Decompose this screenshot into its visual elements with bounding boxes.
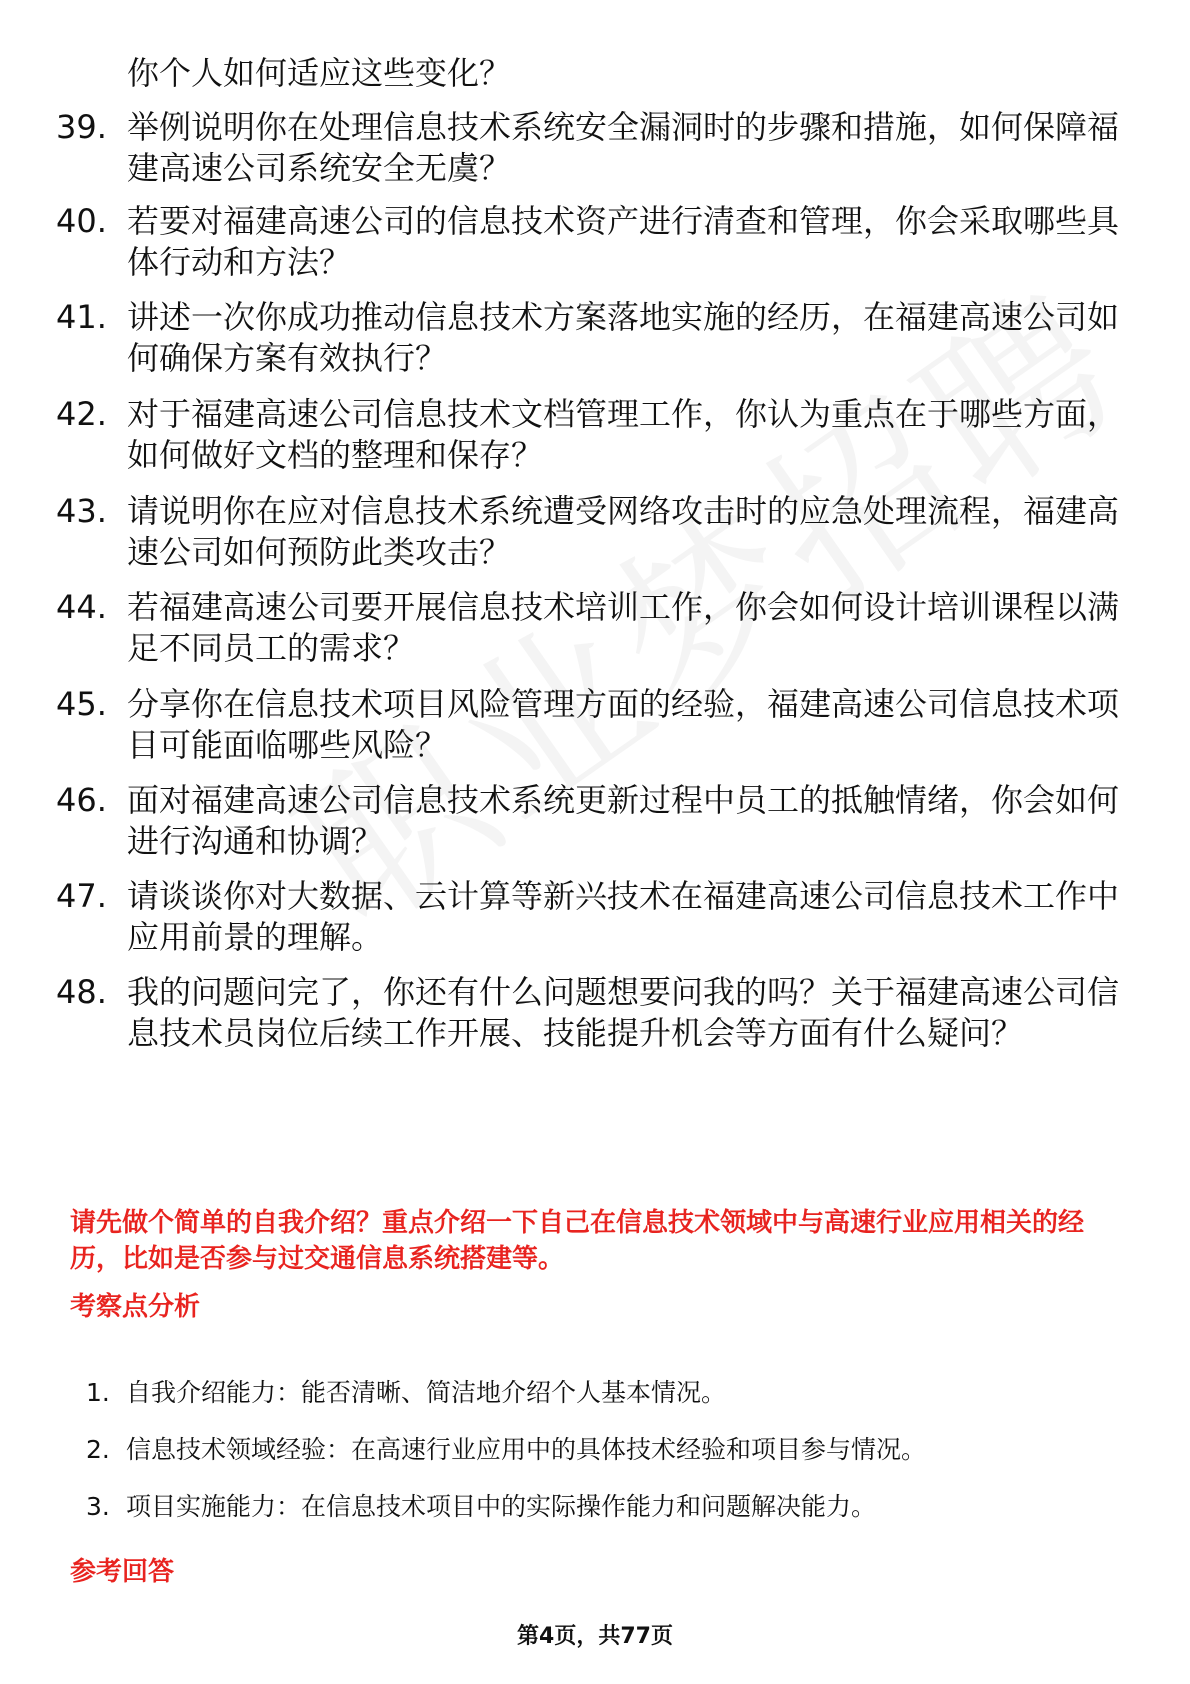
question-number: 44. (56, 588, 107, 626)
question-text: 若福建高速公司要开展信息技术培训工作，你会如何设计培训课程以满足不同员工的需求？ (127, 588, 1120, 667)
question-number: 43. (56, 492, 107, 530)
question-number: 48. (56, 973, 107, 1011)
question-number: 42. (56, 395, 107, 433)
analysis-number: 1. (86, 1378, 110, 1407)
analysis-text: 自我介绍能力：能否清晰、简洁地介绍个人基本情况。 (126, 1378, 727, 1407)
question-text: 若要对福建高速公司的信息技术资产进行清查和管理，你会采取哪些具体行动和方法？ (127, 202, 1120, 281)
question-text: 分享你在信息技术项目风险管理方面的经验，福建高速公司信息技术项目可能面临哪些风险？ (127, 685, 1120, 764)
question-text: 我的问题问完了，你还有什么问题想要问我的吗？关于福建高速公司信息技术员岗位后续工作开展、技能提升机会等方面有什么疑问？ (127, 973, 1120, 1052)
question-text: 请谈谈你对大数据、云计算等新兴技术在福建高速公司信息技术工作中应用前景的理解。 (127, 877, 1120, 956)
question-number: 41. (56, 298, 107, 336)
question-text: 面对福建高速公司信息技术系统更新过程中员工的抵触情绪，你会如何进行沟通和协调？ (127, 781, 1120, 860)
analysis-text: 信息技术领域经验：在高速行业应用中的具体技术经验和项目参与情况。 (126, 1435, 927, 1464)
question-number: 47. (56, 877, 107, 915)
intro-question: 请先做个简单的自我介绍？重点介绍一下自己在信息技术领域中与高速行业应用相关的经历，比如是否参与过交通信息系统搭建等。 (70, 1208, 1085, 1274)
question-number: 46. (56, 781, 107, 819)
question-continuation: 你个人如何适应这些变化？ (127, 54, 512, 92)
page-footer: 第4页，共77页 (517, 1624, 673, 1649)
analysis-text: 项目实施能力：在信息技术项目中的实际操作能力和问题解决能力。 (126, 1492, 877, 1521)
question-text: 对于福建高速公司信息技术文档管理工作，你认为重点在于哪些方面，如何做好文档的整理和保存？ (127, 395, 1120, 474)
answer-heading: 参考回答 (70, 1557, 175, 1587)
analysis-heading: 考察点分析 (70, 1292, 201, 1322)
question-number: 40. (56, 202, 107, 240)
question-number: 45. (56, 685, 107, 723)
analysis-number: 2. (86, 1435, 110, 1464)
question-number: 39. (56, 108, 107, 146)
analysis-number: 3. (86, 1492, 110, 1521)
question-text: 请说明你在应对信息技术系统遭受网络攻击时的应急处理流程，福建高速公司如何预防此类攻击？ (127, 492, 1120, 571)
question-text: 举例说明你在处理信息技术系统安全漏洞时的步骤和措施，如何保障福建高速公司系统安全无虞？ (127, 108, 1120, 187)
question-text: 讲述一次你成功推动信息技术方案落地实施的经历，在福建高速公司如何确保方案有效执行？ (127, 298, 1120, 377)
